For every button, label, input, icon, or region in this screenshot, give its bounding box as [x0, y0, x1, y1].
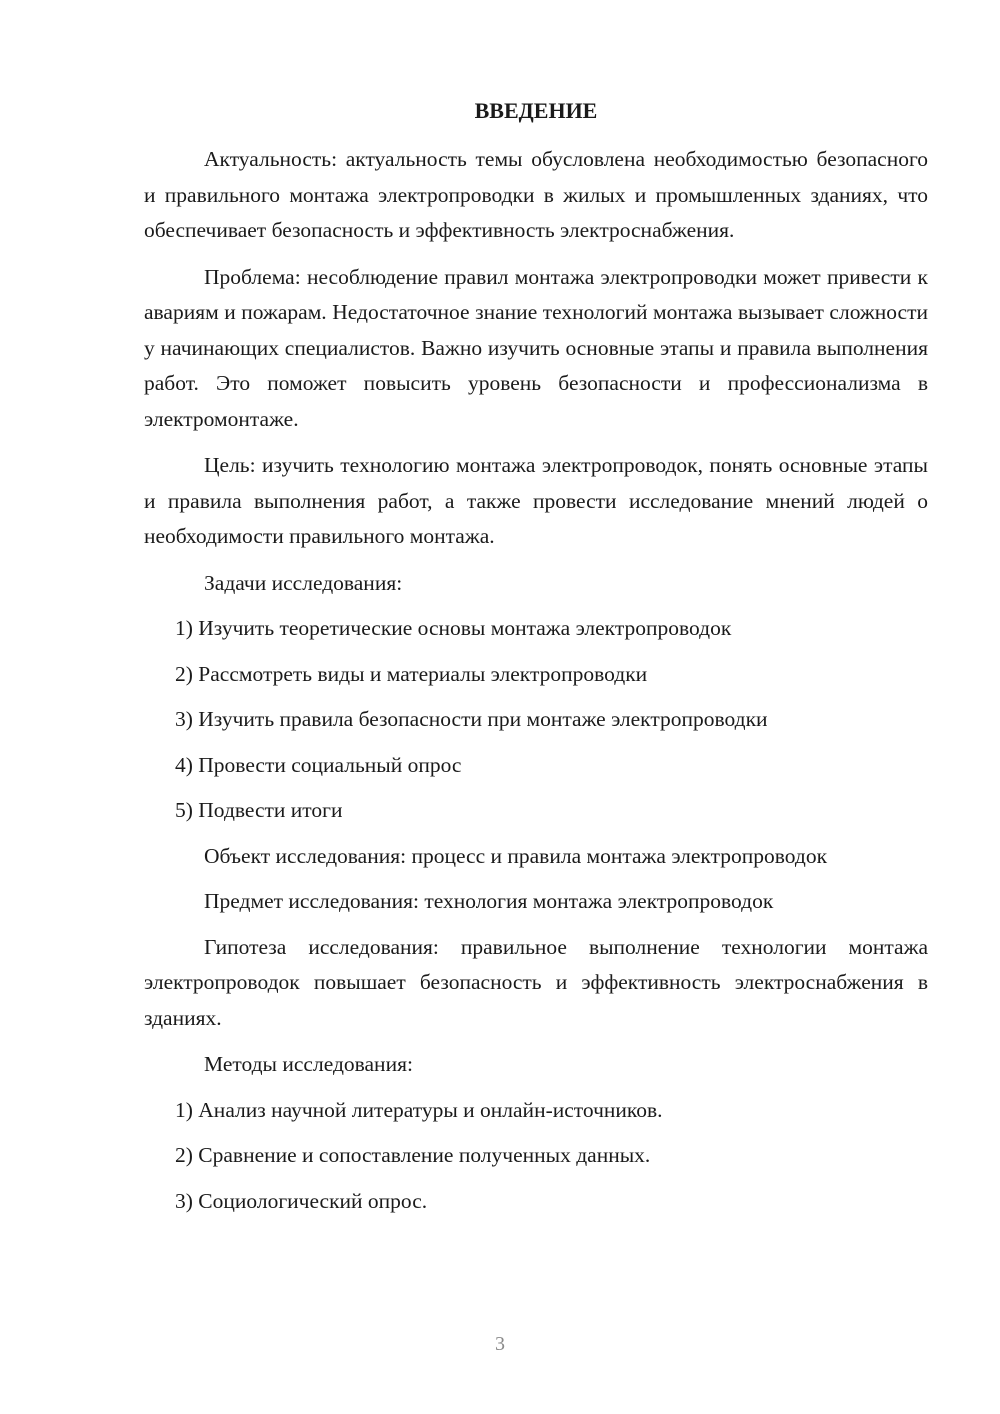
paragraph-relevance: Актуальность: актуальность темы обусловлена необходимостью безопасного и правильного монтажа электропроводки в жилых и промышленных зданиях, что обеспечивает безопасность и эффективность электроснабжения.: [144, 147, 928, 242]
tasks-heading: Задачи исследования:: [204, 570, 403, 595]
paragraph-hypothesis: Гипотеза исследования: правильное выполнение технологии монтажа электропроводок повышает безопасность и эффективность электроснабжения в зданиях.: [144, 934, 928, 1030]
task-item-1: 1) Изучить теоретические основы монтажа электропроводок: [175, 616, 732, 640]
method-item-3: 3) Социологический опрос.: [175, 1188, 428, 1213]
task-item-3: 3) Изучить правила безопасности при монтаже электропроводки: [175, 707, 768, 731]
page-title: ВВЕДЕНИЕ: [474, 98, 598, 123]
task-item-5: 5) Подвести итоги: [175, 798, 343, 822]
paragraph-goal: Цель: изучить технологию монтажа электропроводок, понять основные этапы и правила выполнения работ, а также провести исследование мнений людей о необходимости правильного монтажа.: [144, 453, 928, 548]
research-object: Объект исследования: процесс и правила монтажа электропроводок: [204, 843, 828, 868]
methods-heading: Методы исследования:: [204, 1052, 413, 1076]
page-content: [144, 96, 928, 1229]
method-item-2: 2) Сравнение и сопоставление полученных данных.: [175, 1143, 651, 1167]
page-number: 3: [495, 1333, 505, 1355]
paragraph-problem: Проблема: несоблюдение правил монтажа электропроводки может привести к авариям и пожарам. Недостаточное знание технологий монтажа вызывает сложности у начинающих специалистов. Важно изучить основные этапы и правила выполнения работ. Это поможет повысить уровень безопасности и профессионализма в электромонтаже.: [144, 264, 928, 431]
task-item-2: 2) Рассмотреть виды и материалы электропроводки: [175, 661, 648, 686]
task-item-4: 4) Провести социальный опрос: [175, 752, 462, 777]
research-subject: Предмет исследования: технология монтажа электропроводок: [204, 889, 774, 913]
method-item-1: 1) Анализ научной литературы и онлайн-источников.: [175, 1097, 663, 1122]
